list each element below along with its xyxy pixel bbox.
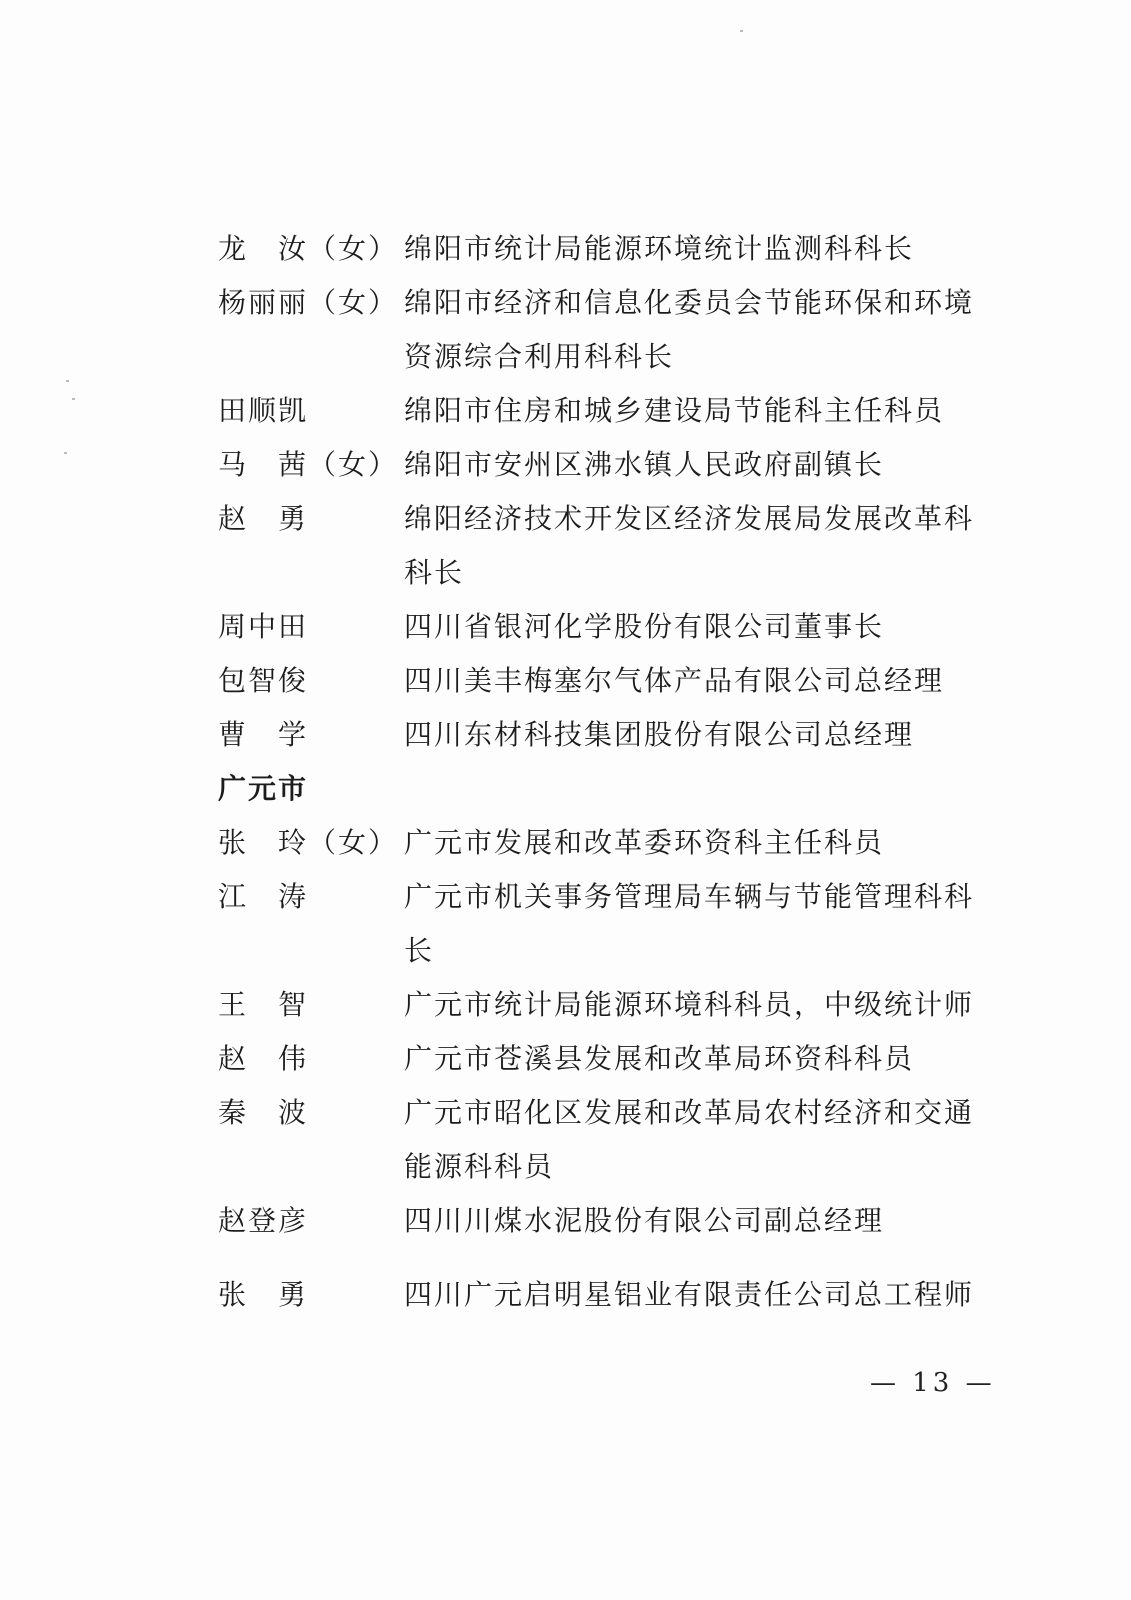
section-heading-guangyuan: 广元市 <box>218 772 309 805</box>
scan-speck <box>740 30 743 32</box>
list-item <box>218 816 998 870</box>
list-item <box>218 492 998 600</box>
scan-speck <box>66 380 69 382</box>
member-title: 广元市昭化区发展和改革局农村经济和交通能源科科员 <box>404 1096 975 1183</box>
list-item <box>218 978 998 1032</box>
spacer <box>218 1248 998 1268</box>
member-title: 四川美丰梅塞尔气体产品有限公司总经理 <box>404 664 945 697</box>
member-name: 包智俊 <box>218 664 309 697</box>
scan-speck <box>72 398 75 400</box>
member-name: 周中田 <box>218 610 309 643</box>
member-name: 赵登彦 <box>218 1204 309 1237</box>
list-item <box>218 1032 998 1086</box>
member-name: 曹 学 <box>218 718 309 751</box>
member-name: 江 涛 <box>218 880 309 913</box>
list-item <box>218 600 998 654</box>
page-number: — 13 — <box>870 1368 996 1398</box>
scan-speck <box>64 452 67 454</box>
list-item <box>218 1268 998 1322</box>
member-title: 绵阳市安州区沸水镇人民政府副镇长 <box>404 448 885 481</box>
list-item <box>218 1086 998 1194</box>
member-title: 广元市机关事务管理局车辆与节能管理科科长 <box>404 880 975 967</box>
member-name: 赵 勇 <box>218 502 309 535</box>
member-title: 四川广元启明星铝业有限责任公司总工程师 <box>404 1278 975 1311</box>
list-item <box>218 438 998 492</box>
member-name: 张 勇 <box>218 1278 309 1311</box>
list-item <box>218 708 998 762</box>
member-name: 秦 波 <box>218 1096 309 1129</box>
member-name: 田顺凯 <box>218 394 309 427</box>
member-name: 马 茜（女） <box>218 448 399 481</box>
list-item <box>218 1194 998 1248</box>
list-item <box>218 276 998 384</box>
member-title: 四川东材科技集团股份有限公司总经理 <box>404 718 915 751</box>
member-title: 四川川煤水泥股份有限公司副总经理 <box>404 1204 885 1237</box>
member-title: 广元市发展和改革委环资科主任科员 <box>404 826 885 859</box>
member-name: 赵 伟 <box>218 1042 309 1075</box>
list-item <box>218 870 998 978</box>
list-item <box>218 222 998 276</box>
member-list <box>218 222 998 1322</box>
member-name: 王 智 <box>218 988 309 1021</box>
member-title: 四川省银河化学股份有限公司董事长 <box>404 610 885 643</box>
member-title: 广元市统计局能源环境科科员，中级统计师 <box>404 988 975 1021</box>
member-title: 广元市苍溪县发展和改革局环资科科员 <box>404 1042 915 1075</box>
member-name: 杨丽丽（女） <box>218 286 399 319</box>
member-title: 绵阳经济技术开发区经济发展局发展改革科科长 <box>404 502 975 589</box>
member-name: 张 玲（女） <box>218 826 399 859</box>
member-title: 绵阳市统计局能源环境统计监测科科长 <box>404 232 915 265</box>
list-item <box>218 384 998 438</box>
list-item <box>218 654 998 708</box>
member-name: 龙 汝（女） <box>218 232 399 265</box>
member-title: 绵阳市住房和城乡建设局节能科主任科员 <box>404 394 945 427</box>
member-title: 绵阳市经济和信息化委员会节能环保和环境资源综合利用科科长 <box>404 286 975 373</box>
